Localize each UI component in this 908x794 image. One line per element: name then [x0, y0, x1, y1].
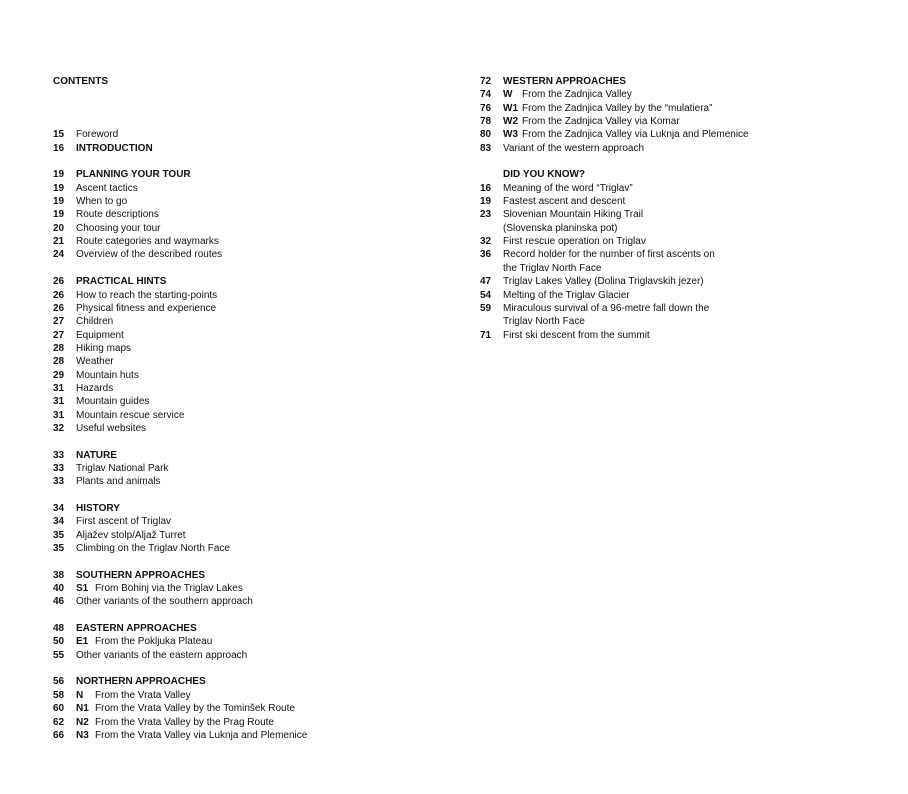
- toc-entry: [480, 182, 900, 195]
- toc-page-number: [480, 168, 503, 181]
- toc-entry: [53, 222, 453, 235]
- toc-entry: [480, 315, 900, 328]
- toc-entry: [480, 195, 900, 208]
- toc-entry-label: Mountain rescue service: [76, 409, 185, 421]
- toc-entry: [53, 395, 453, 408]
- toc-section-heading: [480, 75, 900, 88]
- toc-entry: [53, 702, 453, 715]
- toc-entry: [480, 262, 900, 275]
- toc-entry-label: Meaning of the word “Triglav”: [503, 182, 633, 194]
- toc-page-number: 50: [53, 636, 65, 648]
- group-spacer: [53, 155, 453, 168]
- toc-page-number: 20: [53, 222, 65, 234]
- toc-entry-label: First rescue operation on Triglav: [503, 236, 646, 248]
- toc-entry: [53, 582, 453, 595]
- toc-entry: [53, 235, 453, 248]
- toc-page-number: 55: [53, 649, 65, 661]
- toc-page-number: 24: [53, 249, 65, 261]
- toc-page-number: 60: [53, 703, 65, 715]
- route-code: W: [503, 89, 513, 101]
- toc-entry-label: Children: [76, 316, 114, 328]
- left-toc-group: [53, 449, 453, 489]
- toc-entry-label: (Slovenska planinska pot): [503, 222, 618, 234]
- toc-entry-label: W3 From the Zadnjica Valley via Luknja and Plemenice: [503, 129, 749, 141]
- toc-entry-label: Aljažev stolp/Aljaž Turret: [76, 529, 186, 541]
- toc-page-number: 31: [53, 382, 65, 394]
- group-spacer: [53, 489, 453, 502]
- toc-page-number: 31: [53, 396, 65, 408]
- toc-entry-label: EASTERN APPROACHES: [76, 623, 197, 635]
- toc-entry: [53, 542, 453, 555]
- toc-page-number: 47: [480, 276, 492, 288]
- toc-page-number: 33: [53, 476, 65, 488]
- left-toc-group: [53, 622, 453, 662]
- toc-page-number: 32: [480, 236, 492, 248]
- left-toc-group: [53, 128, 453, 155]
- toc-entry-label: Triglav Lakes Valley (Dolina Triglavskih jezer): [503, 276, 704, 288]
- toc-entry-label: NATURE: [76, 449, 117, 461]
- toc-entry-label: Foreword: [76, 129, 119, 141]
- toc-entry-label: N3 From the Vrata Valley via Luknja and Plemenice: [76, 729, 308, 741]
- toc-entry-label: PLANNING YOUR TOUR: [76, 169, 191, 181]
- toc-entry-label: Hiking maps: [76, 342, 132, 354]
- toc-entry-label: Physical fitness and experience: [76, 302, 217, 314]
- toc-entry: [53, 382, 453, 395]
- toc-page-number: 19: [53, 196, 65, 208]
- toc-entry-label: INTRODUCTION: [76, 142, 153, 154]
- left-toc-group: [53, 275, 453, 435]
- toc-entry: [53, 635, 453, 648]
- toc-entry-label: When to go: [76, 196, 128, 208]
- toc-entry: [53, 342, 453, 355]
- toc-entry: [480, 329, 900, 342]
- toc-page-number: 19: [480, 196, 492, 208]
- toc-entry-label: First ascent of Triglav: [76, 516, 172, 528]
- toc-page-number: 62: [53, 716, 65, 728]
- toc-entry-label: E1 From the Pokljuka Plateau: [76, 636, 213, 648]
- toc-page-number: 28: [53, 356, 65, 368]
- toc-entry-label: Plants and animals: [76, 476, 161, 488]
- toc-entry: [53, 649, 453, 662]
- toc-section-heading: [53, 275, 453, 288]
- toc-entry-label: Slovenian Mountain Hiking Trail: [503, 209, 644, 221]
- toc-entry: [480, 115, 900, 128]
- toc-entry: [53, 289, 453, 302]
- group-spacer: [53, 262, 453, 275]
- left-toc-group: [53, 168, 453, 261]
- group-spacer: [53, 555, 453, 568]
- route-code: N2: [76, 716, 89, 728]
- toc-page-number: 32: [53, 422, 65, 434]
- toc-entry-label: N1 From the Vrata Valley by the Tominšek Route: [76, 703, 295, 715]
- route-code: N1: [76, 703, 89, 715]
- toc-entry: [53, 462, 453, 475]
- toc-entry: [53, 248, 453, 261]
- toc-entry-label: NORTHERN APPROACHES: [76, 676, 206, 688]
- toc-page-number: 78: [480, 116, 492, 128]
- toc-section-heading: [53, 502, 453, 515]
- toc-page-number: 40: [53, 583, 65, 595]
- toc-entry-label: Mountain huts: [76, 369, 139, 381]
- toc-entry: [480, 302, 900, 315]
- toc-entry: [53, 529, 453, 542]
- toc-entry-label: Record holder for the number of first ascents on: [503, 249, 715, 261]
- toc-page-number: 33: [53, 449, 65, 461]
- toc-page-number: 59: [480, 302, 492, 314]
- toc-entry-label: Overview of the described routes: [76, 249, 223, 261]
- toc-entry-label: First ski descent from the summit: [503, 329, 650, 341]
- toc-entry-label: Ascent tactics: [76, 182, 138, 194]
- toc-entry-label: DID YOU KNOW?: [503, 169, 586, 181]
- toc-page-number: 23: [480, 209, 492, 221]
- toc-entry-label: Other variants of the southern approach: [76, 596, 253, 608]
- toc-entry-label: HISTORY: [76, 503, 120, 515]
- toc-entry: [53, 302, 453, 315]
- toc-entry: [53, 355, 453, 368]
- toc-page-number: 72: [480, 76, 492, 87]
- toc-entry: [53, 689, 453, 702]
- toc-entry: [53, 595, 453, 608]
- toc-page-number: 27: [53, 316, 65, 328]
- toc-entry-label: W2 From the Zadnjica Valley via Komar: [503, 116, 680, 128]
- toc-entry-label: Choosing your tour: [76, 222, 161, 234]
- toc-entry-label: Triglav National Park: [76, 462, 169, 474]
- toc-entry: [53, 182, 453, 195]
- toc-entry: [53, 716, 453, 729]
- route-code: N: [76, 689, 84, 701]
- toc-page-number: [480, 222, 503, 235]
- route-code: W3: [503, 129, 518, 141]
- toc-entry-label: Hazards: [76, 382, 114, 394]
- toc-page-number: 16: [53, 142, 65, 154]
- toc-entry-label: Fastest ascent and descent: [503, 196, 626, 208]
- toc-entry-label: W1 From the Zadnjica Valley by the “mulatiera”: [503, 102, 713, 114]
- left-toc-group: [53, 675, 453, 742]
- toc-page-number: 31: [53, 409, 65, 421]
- left-toc-group: [53, 569, 453, 609]
- toc-page-number: 29: [53, 369, 65, 381]
- toc-page-number: 58: [53, 689, 65, 701]
- toc-entry: [480, 222, 900, 235]
- right-toc-group: [480, 168, 900, 341]
- route-code: W2: [503, 116, 518, 128]
- toc-entry-label: W From the Zadnjica Valley: [503, 89, 632, 101]
- toc-left-groups: [53, 128, 453, 742]
- toc-page-number: 54: [480, 289, 492, 301]
- toc-entry-label: N From the Vrata Valley: [76, 689, 191, 701]
- toc-page-number: 46: [53, 596, 65, 608]
- toc-entry: [480, 289, 900, 302]
- toc-page-number: 33: [53, 462, 65, 474]
- toc-page-number: 19: [53, 182, 65, 194]
- toc-page-number: 56: [53, 676, 65, 688]
- toc-page-number: 35: [53, 543, 65, 555]
- toc-section-heading: [53, 142, 453, 155]
- route-code: W1: [503, 102, 518, 114]
- group-spacer: [53, 609, 453, 622]
- toc-entry-label: Weather: [76, 356, 114, 368]
- toc-entry-label: WESTERN APPROACHES: [503, 76, 626, 87]
- toc-entry-label: Mountain guides: [76, 396, 150, 408]
- toc-entry-label: PRACTICAL HINTS: [76, 276, 167, 288]
- toc-entry: [53, 409, 453, 422]
- toc-page-number: [480, 262, 503, 275]
- toc-section-heading: [53, 675, 453, 688]
- group-spacer: [53, 662, 453, 675]
- toc-right-groups: [480, 75, 900, 342]
- toc-entry-label: Equipment: [76, 329, 124, 341]
- route-code: E1: [76, 636, 89, 648]
- toc-entry-label: Useful websites: [76, 422, 147, 434]
- toc-entry: [53, 729, 453, 742]
- toc-page-number: 35: [53, 529, 65, 541]
- toc-page-number: 19: [53, 209, 65, 221]
- toc-page-number: 38: [53, 569, 65, 581]
- toc-entry: [480, 208, 900, 221]
- toc-entry-label: How to reach the starting-points: [76, 289, 218, 301]
- toc-entry-label: Melting of the Triglav Glacier: [503, 289, 630, 301]
- toc-entry-label: Variant of the western approach: [503, 142, 645, 154]
- spacer: [53, 88, 453, 128]
- toc-entry: [53, 329, 453, 342]
- toc-entry: [53, 195, 453, 208]
- toc-page-number: 83: [480, 142, 492, 154]
- toc-page-number: 48: [53, 623, 65, 635]
- toc-entry: [480, 142, 900, 155]
- toc-page-number: 66: [53, 729, 65, 741]
- toc-entry: [480, 88, 900, 101]
- route-code: S1: [76, 583, 89, 595]
- right-toc-group: [480, 75, 900, 155]
- toc-page-number: 34: [53, 516, 65, 528]
- toc-entry: [53, 515, 453, 528]
- toc-page-number: 80: [480, 129, 492, 141]
- toc-entry: [53, 208, 453, 221]
- toc-section-heading: [53, 569, 453, 582]
- left-toc-group: [53, 502, 453, 555]
- toc-entry-label: Miraculous survival of a 96-metre fall down the: [503, 302, 710, 314]
- toc-entry-label: the Triglav North Face: [503, 262, 602, 274]
- toc-entry-label: SOUTHERN APPROACHES: [76, 569, 206, 581]
- toc-page-number: 19: [53, 169, 65, 181]
- toc-page-number: 16: [480, 182, 492, 194]
- toc-entry: [480, 248, 900, 261]
- toc-entry: [480, 275, 900, 288]
- toc-page-number: 27: [53, 329, 65, 341]
- toc-left-column: [53, 75, 453, 742]
- toc-entry: [53, 422, 453, 435]
- toc-page-number: 76: [480, 102, 492, 114]
- toc-entry-label: N2 From the Vrata Valley by the Prag Route: [76, 716, 274, 728]
- route-code: N3: [76, 729, 89, 741]
- toc-entry-label: Climbing on the Triglav North Face: [76, 543, 230, 555]
- toc-section-heading: [53, 168, 453, 181]
- toc-entry-label: Triglav North Face: [503, 316, 585, 328]
- toc-right-column: [480, 75, 900, 342]
- toc-page-number: 74: [480, 89, 492, 101]
- group-spacer: [53, 435, 453, 448]
- toc-entry: [53, 128, 453, 141]
- group-spacer: [480, 155, 900, 168]
- toc-entry-label: Other variants of the eastern approach: [76, 649, 248, 661]
- toc-page-number: 34: [53, 503, 65, 515]
- toc-page-number: 28: [53, 342, 65, 354]
- toc-section-heading: [53, 622, 453, 635]
- toc-page-number: 26: [53, 302, 65, 314]
- toc-section-heading: [53, 449, 453, 462]
- toc-entry: [480, 102, 900, 115]
- toc-entry: [53, 475, 453, 488]
- toc-page-number: 71: [480, 329, 492, 341]
- contents-title: CONTENTS: [53, 76, 108, 87]
- toc-entry: [480, 128, 900, 141]
- toc-entry: [53, 315, 453, 328]
- toc-entry: [480, 235, 900, 248]
- toc-page-number: 26: [53, 276, 65, 288]
- toc-page-number: 15: [53, 129, 65, 141]
- toc-page-number: 21: [53, 236, 65, 248]
- toc-page-number: [480, 315, 503, 328]
- toc-page-number: 36: [480, 249, 492, 261]
- toc-entry-label: Route categories and waymarks: [76, 236, 219, 248]
- toc-entry: [53, 369, 453, 382]
- toc-page-number: 26: [53, 289, 65, 301]
- toc-entry-label: S1 From Bohinj via the Triglav Lakes: [76, 583, 243, 595]
- toc-entry-label: Route descriptions: [76, 209, 159, 221]
- toc-section-heading: [480, 168, 900, 181]
